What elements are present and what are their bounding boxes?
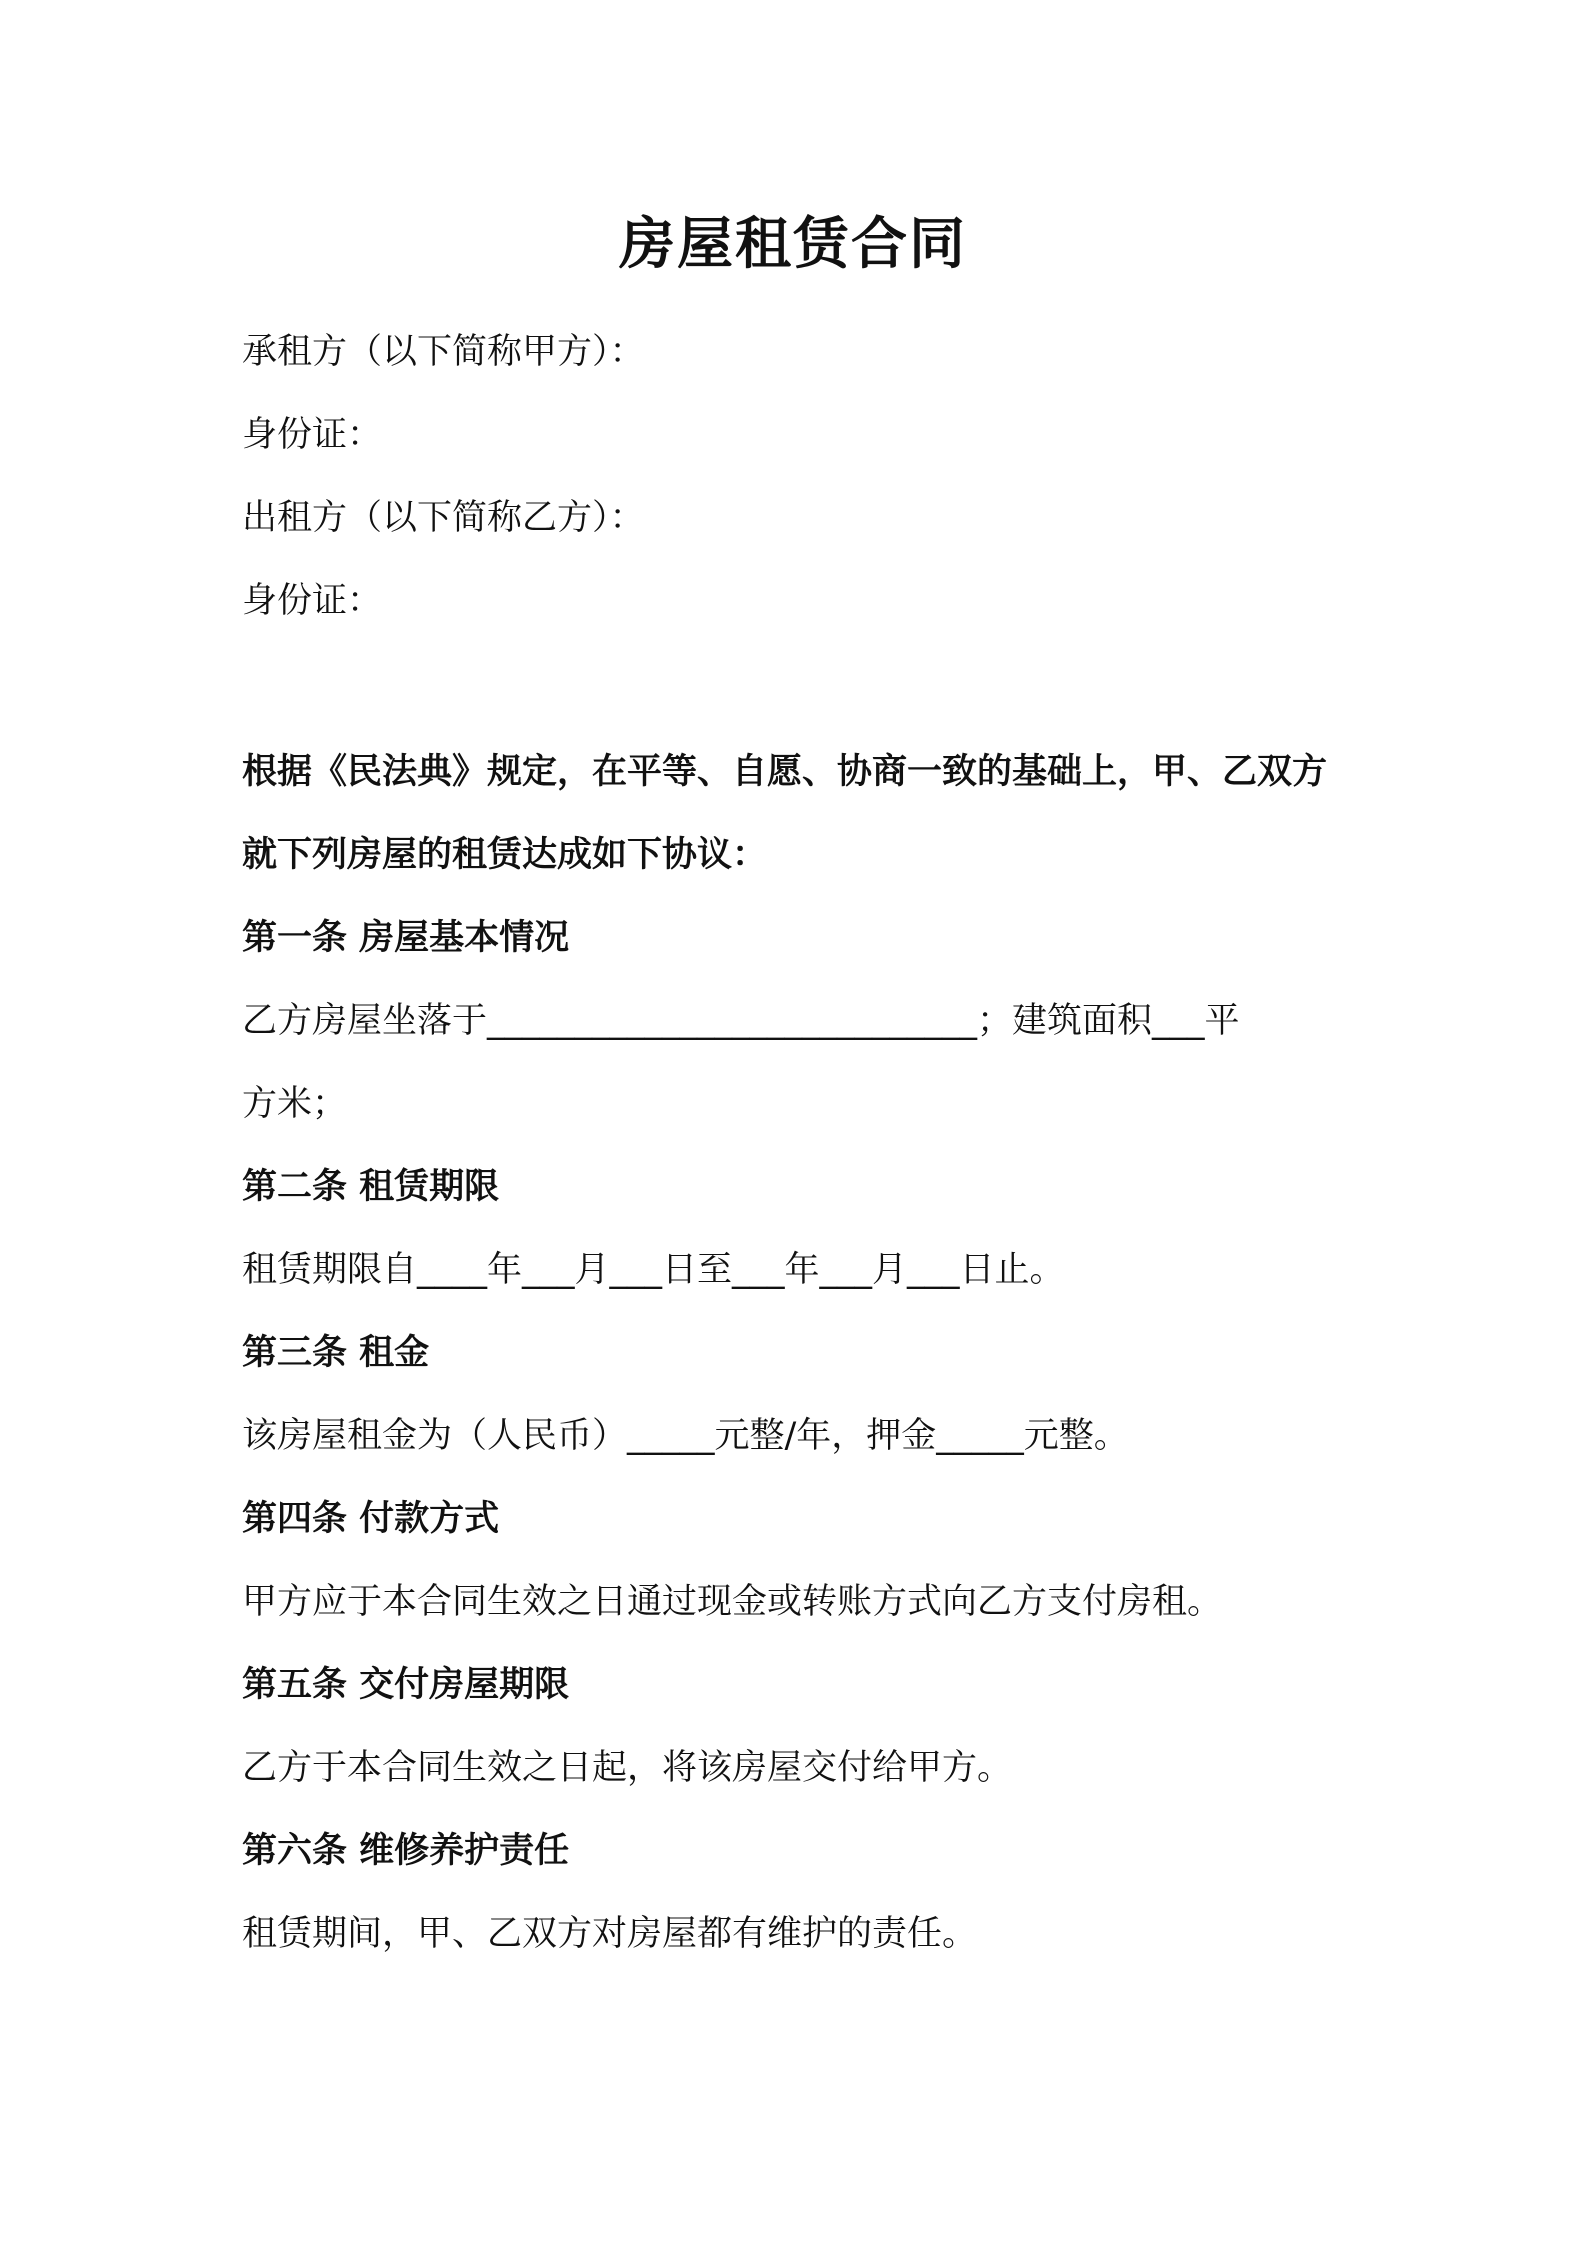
article-1-body-line-1: 乙方房屋坐落于____________________________；建筑面积___平 (242, 1001, 1240, 1041)
lessor-id-line: 身份证： (242, 581, 383, 621)
article-5-body: 乙方于本合同生效之日起，将该房屋交付给甲方。 (242, 1748, 1013, 1788)
article-6-body: 租赁期间，甲、乙双方对房屋都有维护的责任。 (242, 1914, 978, 1954)
article-1-body-line-2: 方米； (242, 1084, 348, 1124)
article-4-body: 甲方应于本合同生效之日通过现金或转账方式向乙方支付房租。 (242, 1582, 1223, 1622)
lessee-line: 承租方（以下简称甲方）： (242, 332, 645, 372)
article-2-heading: 第二条 租赁期限 (242, 1167, 500, 1207)
preamble-line-2: 就下列房屋的租赁达成如下协议： (242, 835, 768, 875)
article-3-heading: 第三条 租金 (242, 1333, 430, 1373)
lessee-id-line: 身份证： (242, 415, 383, 455)
article-3-body: 该房屋租金为（人民币）_____元整/年，押金_____元整。 (242, 1416, 1129, 1456)
article-6-heading: 第六条 维修养护责任 (242, 1831, 570, 1871)
lessor-line: 出租方（以下简称乙方）： (242, 498, 645, 538)
article-2-body: 租赁期限自____年___月___日至___年___月___日止。 (242, 1250, 1065, 1290)
article-5-heading: 第五条 交付房屋期限 (242, 1665, 570, 1705)
article-4-heading: 第四条 付款方式 (242, 1499, 500, 1539)
preamble-line-1: 根据《民法典》规定，在平等、自愿、协商一致的基础上，甲、乙双方 (242, 752, 1328, 792)
article-1-heading: 第一条 房屋基本情况 (242, 918, 570, 958)
document-title: 房屋租赁合同 (619, 212, 967, 277)
